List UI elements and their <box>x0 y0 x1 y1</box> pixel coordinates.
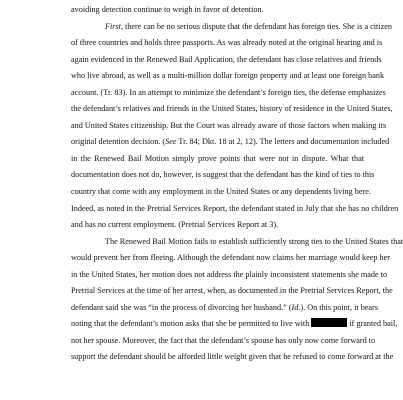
text-line <box>36 118 387 135</box>
text-run: in the Renewed Bail Motion simply prove points that were not in dispute. What that <box>71 153 364 163</box>
text-run: noting that the defendant’s motion asks that she be permitted to live with <box>71 319 312 329</box>
text-run: not her spouse. Moreover, the fact that the defendant’s spouse has only now come forward to <box>71 335 376 345</box>
text-line <box>36 316 398 333</box>
text-line <box>36 184 371 201</box>
text-line <box>36 349 394 366</box>
text-run: of three countries and holds three passports. As was already noted at the original hearing and is <box>71 38 383 48</box>
italic-citation: First <box>105 21 121 31</box>
italic-citation: Id. <box>291 302 301 312</box>
text-run: again evidenced in the Renewed Bail Application, the defendant has close relatives and friends <box>71 54 382 64</box>
text-run: The Renewed Bail Motion fails to establish sufficiently strong ties to the United States that <box>105 236 403 246</box>
text-line <box>36 2 364 19</box>
text-run: account. (Tr. 83). In an attempt to minimize the defendant’s foreign ties, the defense emphasizes <box>71 87 386 97</box>
text-run: and United States citizenship. But the Court was already aware of those factors when making its <box>71 120 387 130</box>
text-run: ). On this point, it bears <box>300 302 378 312</box>
text-line <box>36 19 392 36</box>
italic-citation: See <box>165 137 177 147</box>
text-line <box>36 85 386 102</box>
text-run: in the United States, her motion does not address the plainly inconsistent statements she made to <box>71 269 388 279</box>
text-run: and has no current employment. (Pretrial Services Report at 3). <box>71 220 279 230</box>
redaction-box <box>311 318 347 327</box>
text-run: avoiding detection continue to weigh in favor of detention. <box>71 5 264 14</box>
text-line <box>36 134 390 151</box>
text-line <box>36 300 378 317</box>
text-line <box>36 201 399 218</box>
text-run: original detention decision. ( <box>71 137 166 147</box>
text-run: country that come with any employment in the United States or any dependents living here. <box>71 187 371 197</box>
text-line <box>36 250 390 267</box>
text-run: Tr. 84; Dkt. 18 at 2, 12). The letters and documentation included <box>176 137 390 147</box>
text-run: if granted bail, <box>347 319 398 329</box>
text-run: Indeed, as noted in the Pretrial Services Report, the defendant stated in July that she has no children <box>71 203 399 213</box>
text-run: Pretrial Services at the time of her arrest, when, as documented in the Pretrial Services Report, the <box>71 286 393 296</box>
document-body <box>36 2 403 366</box>
text-line <box>36 333 376 350</box>
text-run: would prevent her from fleeing. Although the defendant now claims her marriage would keep her <box>71 253 390 263</box>
text-line <box>36 234 403 251</box>
text-line <box>36 151 364 168</box>
text-run: documentation does not do, however, is suggest that the defendant has the kind of ties to this <box>71 170 375 180</box>
text-run: support the defendant should be afforded little weight given that he refused to come forward at the <box>71 352 394 362</box>
text-run: , there can be no serious dispute that the defendant has foreign ties. She is a citizen <box>120 21 392 31</box>
text-line <box>36 217 364 234</box>
text-line <box>36 167 375 184</box>
text-line <box>36 101 393 118</box>
text-run: who live abroad, as well as a multi-million dollar foreign property and at least one foreign bank <box>71 71 385 81</box>
text-line <box>36 35 383 52</box>
text-line <box>36 267 388 284</box>
text-line <box>36 283 393 300</box>
text-run: defendant said she was “in the process of divorcing her husband.” ( <box>71 302 292 312</box>
text-run: the defendant’s relatives and friends in the United States, history of residence in the United States, <box>71 104 393 114</box>
text-line <box>36 52 382 69</box>
text-line <box>36 68 385 85</box>
